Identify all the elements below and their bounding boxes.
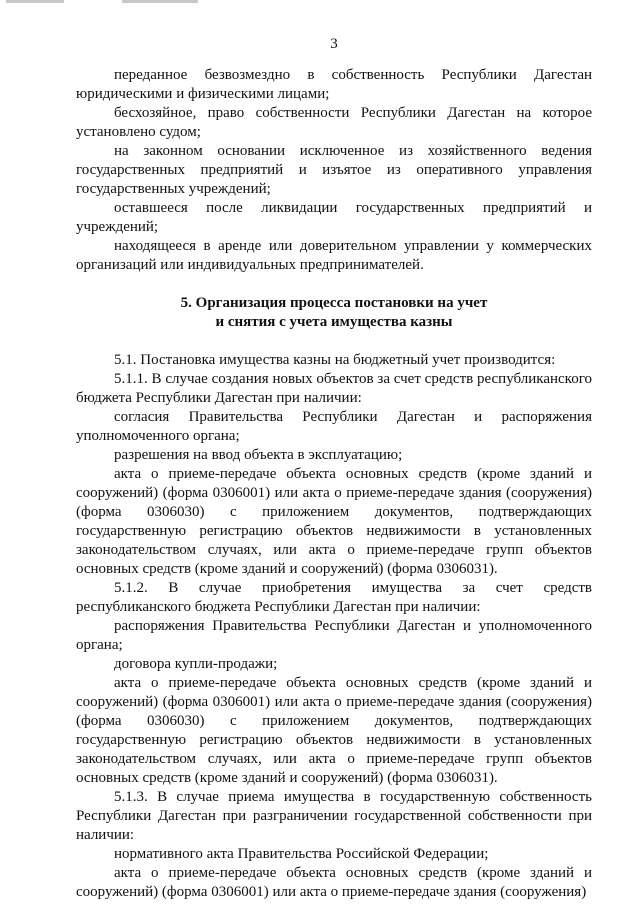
scan-artifact-left <box>6 0 64 3</box>
section-heading-line: и снятия с учета имущества казны <box>215 314 453 330</box>
document-body <box>76 66 592 902</box>
section-heading-line: 5. Организация процесса постановки на учет <box>180 295 488 311</box>
paragraph: согласия Правительства Республики Дагестан и распоряжения уполномоченного органа; <box>76 409 592 444</box>
paragraph: 5.1.3. В случае приема имущества в государственную собственность Республики Дагестан при разграничении государственной собственности при наличии: <box>76 789 592 843</box>
paragraph: 5.1.2. В случае приобретения имущества за счет средств республиканского бюджета Республики Дагестан при наличии: <box>76 580 592 615</box>
paragraph: 5.1. Постановка имущества казны на бюджетный учет производится: <box>114 352 556 368</box>
list-item: бесхозяйное, право собственности Республики Дагестан на которое установлено судом; <box>76 105 592 140</box>
paragraph: акта о приеме-передаче объекта основных средств (кроме зданий и сооружений) (форма 0306001) или акта о приеме-передаче здания (сооружения) (форма 0306030) с приложением документов, подтверждающих государственную регистрацию объектов недвижимости в установленных законодательством случаях, или акта о приеме-передаче групп объектов основных средств (кроме зданий и сооружений) (форма 0306031). <box>76 675 592 786</box>
paragraph: акта о приеме-передаче объекта основных средств (кроме зданий и сооружений) (форма 0306001) или акта о приеме-передаче здания (сооружения) <box>76 865 592 900</box>
scan-artifact-right <box>122 0 198 3</box>
paragraph: договора купли-продажи; <box>114 656 278 672</box>
section-heading <box>76 294 592 332</box>
list-item: на законном основании исключенное из хозяйственного ведения государственных предприятий и изъятое из оперативного управления государственных учреждений; <box>76 143 592 197</box>
paragraph: разрешения на ввод объекта в эксплуатацию; <box>114 447 403 463</box>
list-item: находящееся в аренде или доверительном управлении у коммерческих организаций или индивидуальных предпринимателей. <box>76 238 592 273</box>
list-item: оставшееся после ликвидации государственных предприятий и учреждений; <box>76 200 592 235</box>
paragraph: распоряжения Правительства Республики Дагестан и уполномоченного органа; <box>76 618 592 653</box>
list-item: переданное безвозмездно в собственность Республики Дагестан юридическими и физическими лицами; <box>76 67 592 102</box>
page-number: 3 <box>330 36 338 52</box>
paragraph: 5.1.1. В случае создания новых объектов за счет средств республиканского бюджета Республики Дагестан при наличии: <box>76 371 592 406</box>
paragraph: нормативного акта Правительства Российской Федерации; <box>114 846 489 862</box>
paragraph: акта о приеме-передаче объекта основных средств (кроме зданий и сооружений) (форма 0306001) или акта о приеме-передаче здания (сооружения) (форма 0306030) с приложением документов, подтверждающих государственную регистрацию объектов недвижимости в установленных законодательством случаях, или акта о приеме-передаче групп объектов основных средств (кроме зданий и сооружений) (форма 0306031). <box>76 466 592 577</box>
